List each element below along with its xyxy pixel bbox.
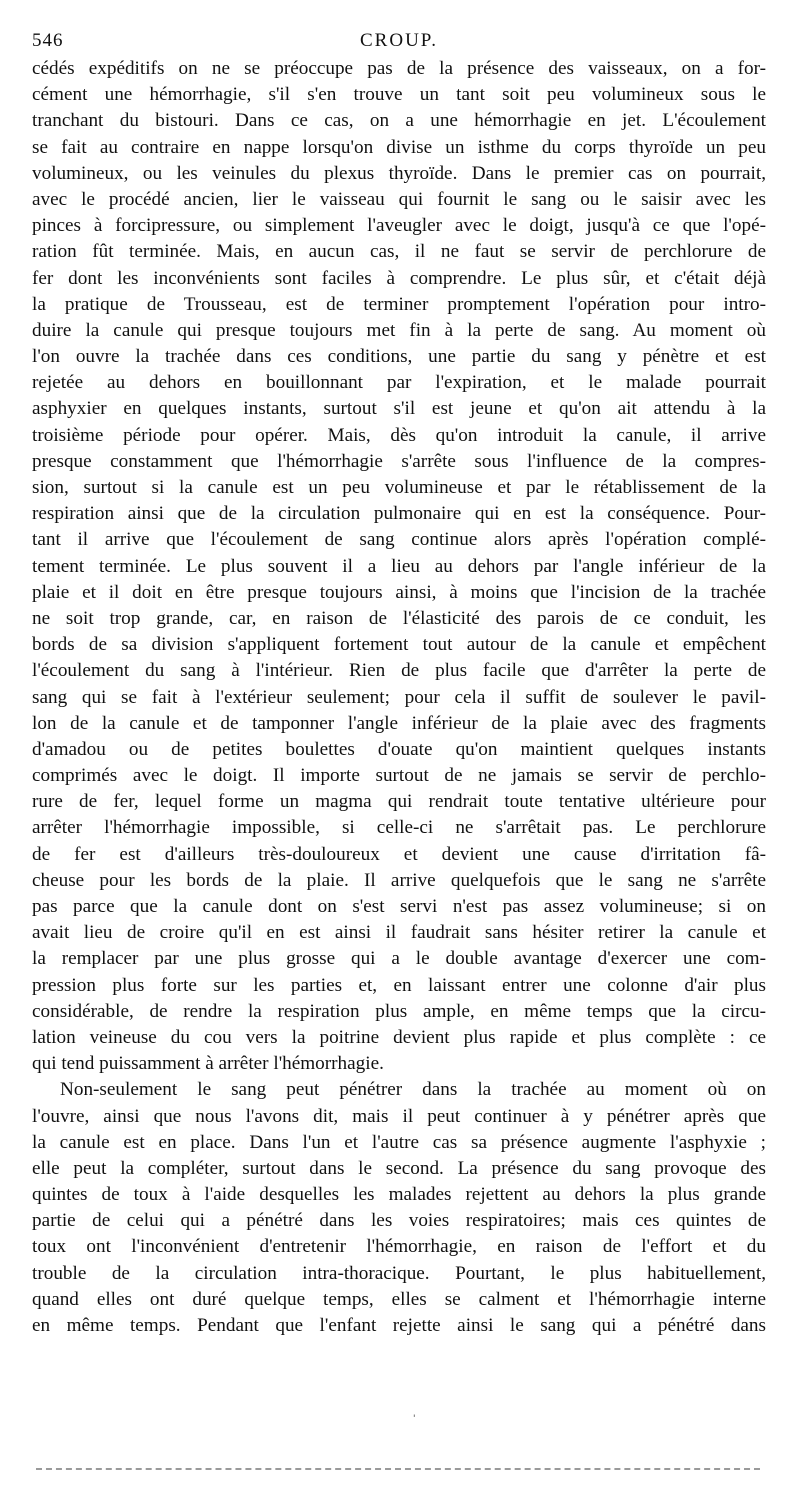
- text-line: la remplacer par une plus grosse qui a le double avantage d'exercer une com-: [32, 948, 766, 970]
- text-line: tement terminée. Le plus souvent il a lieu au dehors par l'angle inférieur de la: [32, 555, 766, 577]
- text-line: l'écoulement du sang à l'intérieur. Rien de plus facile que d'arrêter la perte de: [32, 660, 766, 682]
- text-line: troisième période pour opérer. Mais, dès qu'on introduit la canule, il arrive: [32, 424, 766, 446]
- text-line: qui tend puissamment à arrêter l'hémorrhagie.: [32, 1053, 384, 1075]
- footer-rule: [36, 1468, 760, 1470]
- text-line: trouble de la circulation intra-thoracique. Pourtant, le plus habituellement,: [32, 1262, 766, 1284]
- text-line: lation veineuse du cou vers la poitrine devient plus rapide et plus complète : ce: [32, 1026, 766, 1048]
- text-line: presque constamment que l'hémorrhagie s'arrête sous l'influence de la compres-: [32, 450, 766, 472]
- text-line: en même temps. Pendant que l'enfant rejette ainsi le sang qui a pénétré dans: [32, 1315, 766, 1336]
- text-line: la pratique de Trousseau, est de terminer promptement l'opération pour intro-: [32, 293, 766, 315]
- text-line: volumineux, ou les veinules du plexus thyroïde. Dans le premier cas on pourrait,: [32, 162, 766, 184]
- text-line: cément une hémorrhagie, s'il s'en trouve un tant soit peu volumineux sous le: [32, 84, 766, 106]
- text-line: tranchant du bistouri. Dans ce cas, on a une hémorrhagie en jet. L'écoulement: [32, 110, 766, 132]
- text-line: quand elles ont duré quelque temps, elles se calment et l'hémorrhagie interne: [32, 1288, 766, 1310]
- text-line: comprimés avec le doigt. Il importe surtout de ne jamais se servir de perchlo-: [32, 765, 766, 787]
- text-line: considérable, de rendre la respiration plus ample, en même temps que la circu-: [32, 1000, 766, 1022]
- text-line: elle peut la compléter, surtout dans le second. La présence du sang provoque des: [32, 1157, 766, 1179]
- text-line: respiration ainsi que de la circulation pulmonaire qui en est la conséquence. Pour-: [32, 503, 766, 525]
- bottom-mark: ': [413, 1414, 416, 1424]
- text-line: sang qui se fait à l'extérieur seulement; pour cela il suffit de soulever le pavil-: [32, 686, 766, 708]
- text-line: cheuse pour les bords de la plaie. Il arrive quelquefois que le sang ne s'arrête: [32, 869, 766, 891]
- text-line: partie de celui qui a pénétré dans les voies respiratoires; mais ces quintes de: [32, 1210, 766, 1232]
- text-line: sion, surtout si la canule est un peu volumineuse et par le rétablissement de la: [32, 477, 766, 498]
- text-line: l'on ouvre la trachée dans ces conditions, une partie du sang y pénètre et est: [32, 346, 766, 368]
- text-line: se fait au contraire en nappe lorsqu'on divise un isthme du corps thyroïde un peu: [32, 136, 766, 158]
- text-line: cédés expéditifs on ne se préoccupe pas de la présence des vaisseaux, on a for-: [32, 58, 766, 79]
- text-line: Non-seulement le sang peut pénétrer dans la trachée au moment où on: [60, 1079, 766, 1101]
- text-line: asphyxier en quelques instants, surtout s'il est jeune et qu'on ait attendu à la: [32, 398, 766, 420]
- text-line: plaie et il doit en être presque toujours ainsi, à moins que l'incision de la trachée: [32, 581, 766, 603]
- text-line: ration fût terminée. Mais, en aucun cas, il ne faut se servir de perchlorure de: [32, 241, 766, 263]
- text-line: l'ouvre, ainsi que nous l'avons dit, mais il peut continuer à y pénétrer après que: [32, 1105, 766, 1127]
- text-line: bords de sa division s'appliquent fortement tout autour de la canule et empêchent: [32, 634, 766, 656]
- text-line: rure de fer, lequel forme un magma qui rendrait toute tentative ultérieure pour: [32, 791, 766, 813]
- text-line: tant il arrive que l'écoulement de sang continue alors après l'opération complé-: [32, 529, 766, 551]
- text-line: de fer est d'ailleurs très-douloureux et devient une cause d'irritation fâ-: [32, 843, 766, 865]
- running-title: CROUP.: [360, 30, 438, 51]
- text-line: avec le procédé ancien, lier le vaisseau qui fournit le sang ou le saisir avec les: [32, 188, 766, 210]
- text-line: toux ont l'inconvénient d'entretenir l'hémorrhagie, en raison de l'effort et du: [32, 1236, 766, 1258]
- text-line: d'amadou ou de petites boulettes d'ouate qu'on maintient quelques instants: [32, 738, 766, 760]
- text-line: fer dont les inconvénients sont faciles à comprendre. Le plus sûr, et c'était déjà: [32, 267, 766, 289]
- book-page: [32, 30, 766, 1339]
- text-line: pression plus forte sur les parties et, en laissant entrer une colonne d'air plus: [32, 974, 766, 996]
- text-line: la canule est en place. Dans l'un et l'autre cas sa présence augmente l'asphyxie ;: [32, 1131, 766, 1153]
- running-head: [32, 30, 766, 56]
- text-line: arrêter l'hémorrhagie impossible, si celle-ci ne s'arrêtait pas. Le perchlorure: [32, 817, 766, 839]
- paragraph-2: [32, 1077, 766, 1339]
- text-line: ne soit trop grande, car, en raison de l'élasticité des parois de ce conduit, les: [32, 607, 766, 629]
- text-line: duire la canule qui presque toujours met fin à la perte de sang. Au moment où: [32, 319, 766, 341]
- paragraph-1: [32, 56, 766, 1077]
- text-line: lon de la canule et de tamponner l'angle inférieur de la plaie avec des fragments: [32, 712, 766, 734]
- text-line: rejetée au dehors en bouillonnant par l'expiration, et le malade pourrait: [32, 372, 766, 394]
- text-line: pinces à forcipressure, ou simplement l'aveugler avec le doigt, jusqu'à ce que l'opé-: [32, 215, 766, 237]
- text-line: quintes de toux à l'aide desquelles les malades rejettent au dehors la plus grande: [32, 1184, 766, 1206]
- page-number: 546: [32, 30, 64, 51]
- text-line: avait lieu de croire qu'il en est ainsi il faudrait sans hésiter retirer la canule et: [32, 922, 766, 944]
- text-line: pas parce que la canule dont on s'est servi n'est pas assez volumineuse; si on: [32, 896, 766, 917]
